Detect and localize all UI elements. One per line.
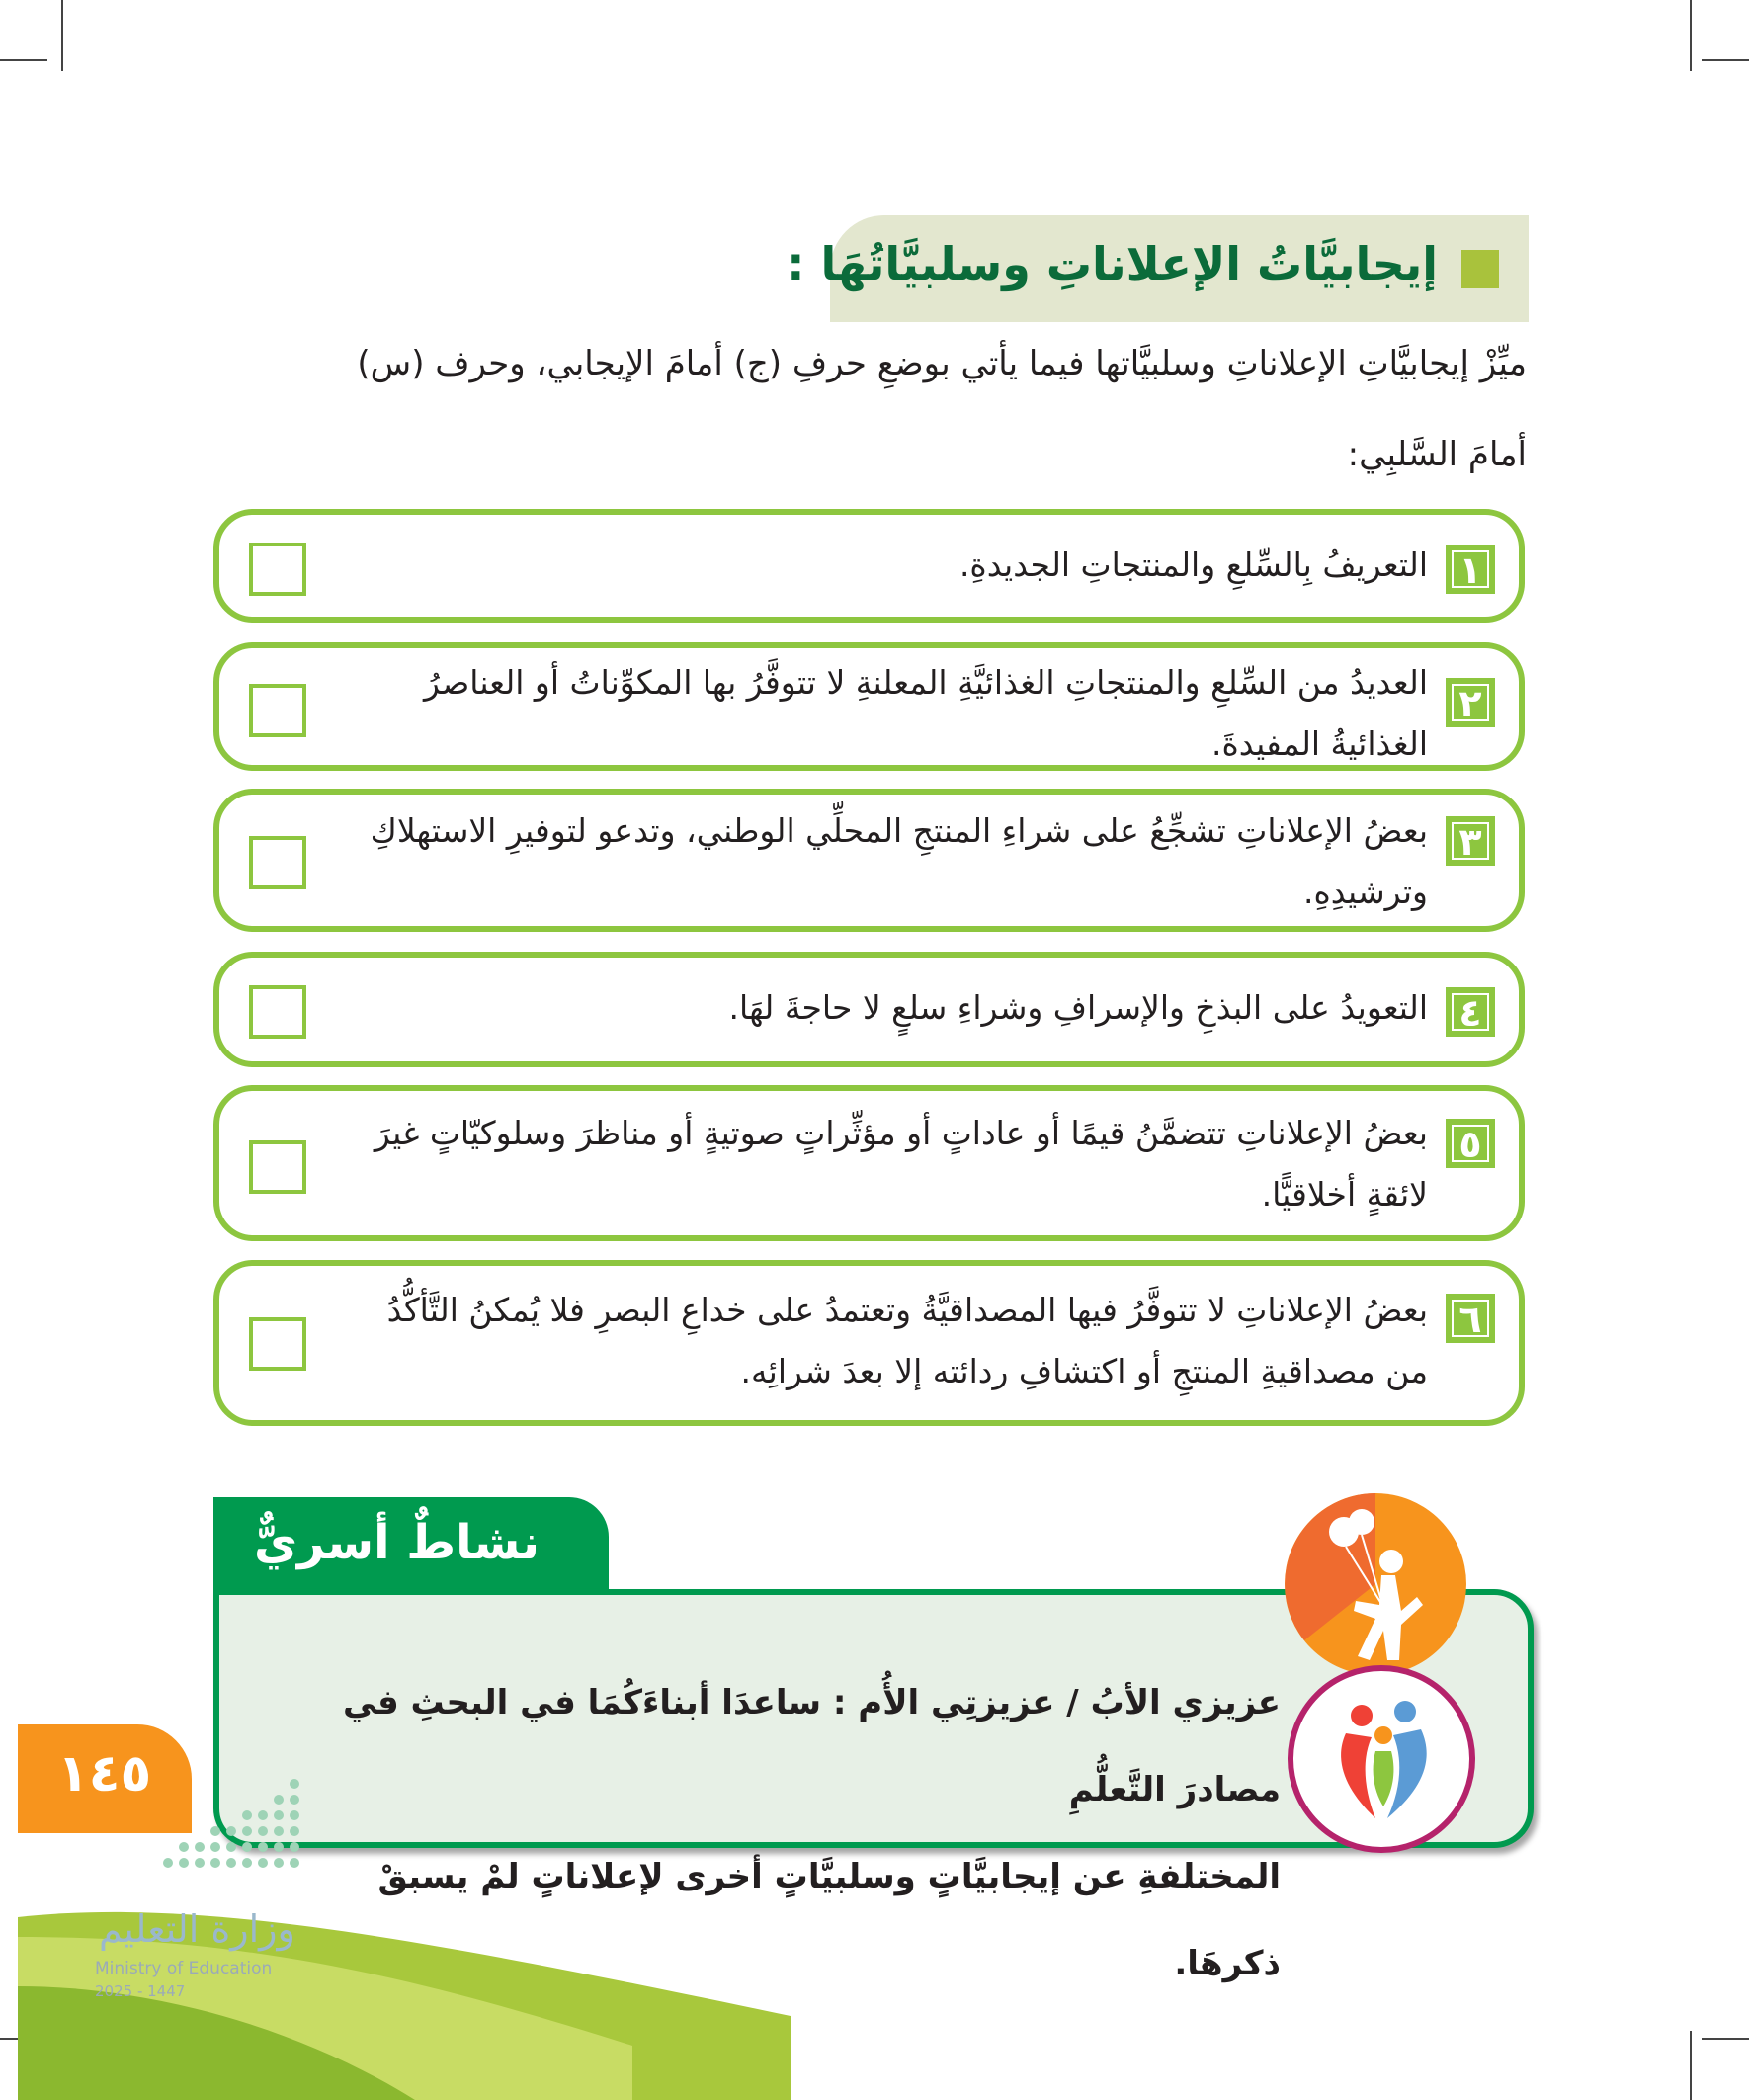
item-text: العديدُ من السِّلعِ والمنتجاتِ الغذائيَّةِ المعلنةِ لا تتوفَّرُ بها المكوِّناتُ أو العناصرُ الغذائيةُ المفيدةَ.: [424, 663, 1428, 763]
activity-tab: [213, 1497, 609, 1596]
section-title: إيجابيَّاتُ الإعلاناتِ وسلبيَّاتُهَا :: [787, 237, 1438, 291]
activity-line-1: عزيزي الأبُ / عزيزتِي الأُم : ساعدَا أبناءَكُمَا في البحثِ في مصادرَ التَّعلُّمِ: [343, 1683, 1281, 1809]
section-title-band: [787, 215, 1529, 322]
item-5: [213, 1085, 1525, 1241]
answer-box[interactable]: [249, 684, 306, 737]
crop-mark: [61, 0, 63, 71]
activity-line-2: المختلفةِ عن إيجابيَّاتٍ وسلبيَّاتٍ أخرى لإعلاناتٍ لمْ يسبقْ ذكرهَا.: [377, 1857, 1281, 1983]
item-3: [213, 789, 1525, 932]
item-number-badge: ١: [1446, 545, 1495, 594]
item-number-badge: ٣: [1446, 816, 1495, 866]
ministry-logo-english: Ministry of Education: [95, 1959, 273, 1978]
item-text: التعويدُ على البذخِ والإسرافِ وشراءِ سلعٍ لا حاجةَ لهَا.: [728, 988, 1428, 1027]
answer-box[interactable]: [249, 1317, 306, 1371]
answer-box[interactable]: [249, 1140, 306, 1194]
crop-mark: [1702, 2038, 1749, 2040]
crop-mark: [1690, 0, 1692, 71]
title-bullet-icon: [1461, 250, 1499, 288]
answer-box[interactable]: [249, 985, 306, 1039]
item-number-badge: ٥: [1446, 1119, 1495, 1168]
crop-mark: [0, 59, 47, 61]
activity-title: نشاطٌ أسريٌّ: [254, 1515, 540, 1570]
item-number-badge: ٤: [1446, 987, 1495, 1037]
ministry-logo-arabic: وزارة التعليم: [99, 1907, 295, 1951]
item-text: بعضُ الإعلاناتِ تتضمَّنُ قيمًا أو عاداتٍ أو مؤثِّراتٍ صوتيةٍ أو مناظرَ وسلوكيّاتٍ غيرَ لائقةٍ أخلاقيًّا.: [374, 1114, 1428, 1214]
item-number-badge: ٢: [1446, 678, 1495, 727]
page-number: ١٤٥: [57, 1744, 152, 1804]
item-text: التعريفُ بِالسِّلعِ والمنتجاتِ الجديدةِ.: [958, 546, 1428, 584]
family-activity-icon: [1285, 1492, 1477, 1863]
crop-mark: [1702, 59, 1749, 61]
answer-box[interactable]: [249, 543, 306, 596]
item-number-badge: ٦: [1446, 1294, 1495, 1343]
answer-box[interactable]: [249, 836, 306, 889]
instruction-line-1: ميِّزْ إيجابيَّاتِ الإعلاناتِ وسلبيَّاتها فيما يأتي بوضعِ حرفِ (ج) أمامَ الإيجابي، وحرف (س): [357, 344, 1527, 383]
item-6: [213, 1260, 1525, 1426]
item-text: بعضُ الإعلاناتِ لا تتوفَّرُ فيها المصداقيَّةُ وتعتمدُ على خداعِ البصرِ فلا يُمكنُ التَّأكُّدُ من مصداقيةِ المنتجِ أو اكتشافِ ردائته إلا بعدَ شرائِه.: [386, 1291, 1428, 1390]
item-text: بعضُ الإعلاناتِ تشجِّعُ على شراءِ المنتجِ المحلِّي الوطني، وتدعو لتوفيرِ الاستهلاكِ وترشيدِهِ.: [370, 811, 1428, 911]
crop-mark: [1690, 2031, 1692, 2100]
item-1: [213, 509, 1525, 623]
item-2: [213, 642, 1525, 771]
item-4: [213, 952, 1525, 1067]
instruction-line-2: أمامَ السَّلبِي:: [1347, 435, 1527, 474]
ministry-logo-icon: [148, 1774, 316, 1892]
ministry-logo-year: 2025 - 1447: [95, 1982, 186, 2000]
